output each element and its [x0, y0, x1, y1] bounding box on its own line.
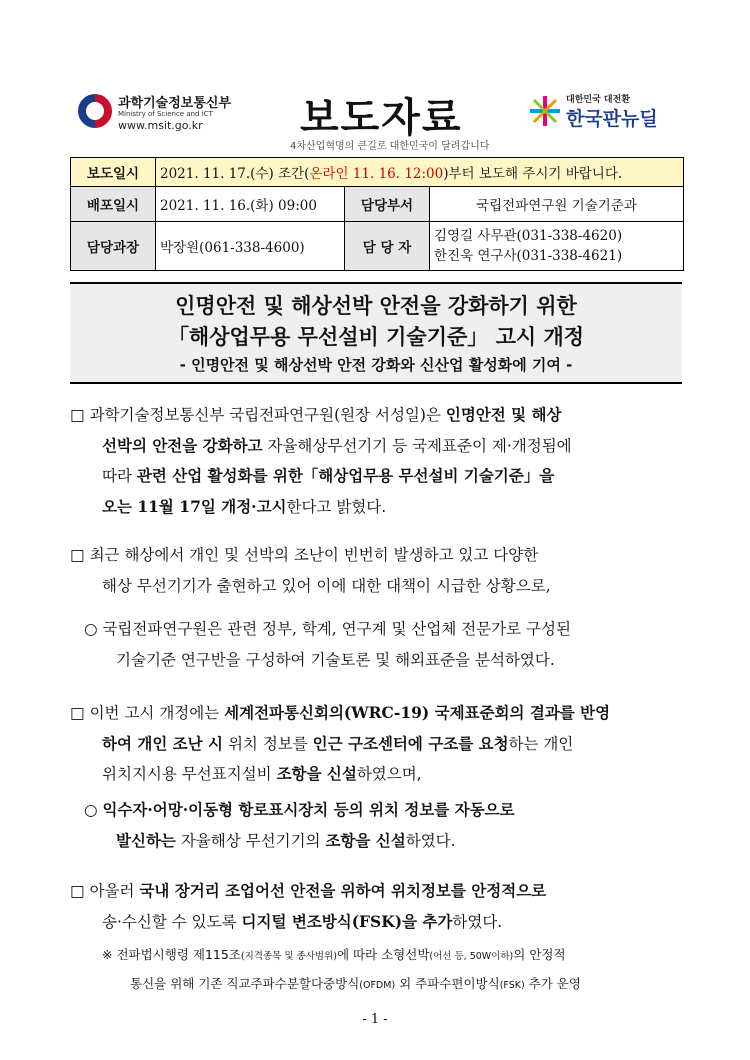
emphasis: 인근 구조센터에 구조를 요청 [312, 733, 509, 753]
emphasis: 하여 개인 조난 시 [102, 733, 224, 753]
text: 위치 정보를 [223, 734, 313, 753]
taegeuk-emblem-icon [78, 94, 112, 128]
report-time-label: 보도일시 [71, 158, 156, 187]
slogan: 4차산업혁명의 큰길로 대한민국이 달려갑니다 [290, 141, 490, 152]
emphasis: 국내 장거리 조업어선 안전을 위하여 위치정보를 안정적으로 [139, 881, 547, 900]
text: 한다고 밝혔다. [286, 497, 387, 516]
text-line [70, 492, 682, 523]
new-deal-name: 한국판뉴딜 [566, 108, 658, 130]
text-line [70, 431, 682, 462]
text: 외 주파수편이방식 [395, 976, 500, 991]
subheadline: - 인명안전 및 해상선박 안전 강화와 신산업 활성화에 기여 - [179, 356, 573, 374]
small-text: (지격종목 및 종사범위) [240, 951, 337, 962]
text-line [70, 698, 682, 729]
small-text: (OFDM) [359, 980, 396, 991]
distribution-time-label: 배포일시 [71, 187, 156, 222]
emphasis: 선박의 안전을 강화하고 [102, 435, 263, 455]
ministry-name-en: Ministry of Science and ICT [118, 110, 213, 118]
staff-value [430, 222, 684, 271]
table-row [71, 158, 684, 187]
small-text: (FSK) [499, 980, 525, 991]
text: 하는 개인 [508, 734, 574, 753]
paragraph-6 [70, 876, 682, 937]
text: 추가 운영 [524, 976, 581, 991]
text: 하였다. [452, 912, 503, 931]
emphasis: 디지털 변조방식(FSK)을 추가 [241, 911, 453, 931]
small-text: (어선 등, 50W이하) [429, 951, 514, 962]
paragraph-3 [84, 614, 696, 675]
page-number: - 1 - [362, 1012, 388, 1027]
text: 에 따라 소형선박 [336, 947, 430, 962]
headline-line-2: 「해상업무용 무선설비 기술기준」 고시 개정 [167, 325, 585, 349]
text: ○ [84, 801, 103, 819]
emphasis: 세계전파통신회의(WRC-19) 국제표준회의 결과를 반영 [224, 703, 611, 722]
emphasis: 조항을 신설 [276, 764, 357, 783]
text-line [102, 940, 714, 969]
paragraph-5 [84, 795, 696, 856]
text-line [70, 876, 682, 907]
text: 하였으며, [356, 765, 422, 783]
text: 하였다. [405, 831, 456, 850]
text: □ 과학기술정보통신부 국립전파연구원(원장 서성일)은 [70, 406, 446, 424]
staff-contact-1: 김영길 사무관(031-338-4620) [434, 228, 623, 244]
emphasis: 익수자·어망·이동형 항로표시장치 등의 위치 정보를 자동으로 [102, 800, 515, 819]
online-release-time: 온라인 11. 16. 12:00 [309, 166, 444, 182]
text-line: ○ 국립전파연구원은 관련 정부, 학계, 연구계 및 산업체 전문가로 구성된 [84, 620, 571, 638]
paragraph-4 [70, 698, 682, 790]
text-line [70, 759, 682, 790]
ministry-name: 과학기술정보통신부 [118, 96, 232, 111]
paragraph-1 [70, 400, 682, 522]
chief-label: 담당과장 [71, 222, 156, 271]
emphasis: 오는 11월 17일 개정·고시 [102, 496, 287, 516]
text-line: □ 최근 해상에서 개인 및 선박의 조난이 빈번히 발생하고 있고 다양한 [70, 546, 539, 564]
text-line: 해상 무선기기가 출현하고 있어 이에 대한 대책이 시급한 상황으로, [102, 576, 551, 595]
headline-box [70, 282, 682, 384]
korean-new-deal-logo [528, 92, 678, 136]
text: 위치지시용 무선표지설비 [102, 765, 277, 783]
emphasis: 인명안전 및 해상 [445, 405, 562, 424]
text: 따라 [102, 467, 137, 485]
press-info-table [70, 157, 684, 271]
text: 송·수신할 수 있도록 [102, 912, 242, 931]
department-label: 담당부서 [345, 187, 430, 222]
page-title: 보도자료 [300, 95, 463, 141]
report-time-part: 2021. 11. 17.(수) 조간( [160, 166, 310, 182]
text-line [70, 729, 682, 760]
paragraph-2 [70, 540, 682, 601]
headline-line-1: 인명안전 및 해상선박 안전을 강화하기 위한 [175, 294, 577, 318]
text: ※ 전파법시행령 제115조 [102, 947, 241, 962]
text: 의 안정적 [513, 947, 566, 962]
text: 통신을 위해 기존 직교주파수분할다중방식 [130, 976, 360, 991]
table-row [71, 187, 684, 222]
chief-value: 박장원(061-338-4600) [156, 222, 345, 271]
table-row [71, 222, 684, 271]
new-deal-mark-icon [528, 94, 562, 128]
footnote [102, 940, 714, 998]
text-line: 기술기준 연구반을 구성하여 기술토론 및 해외표준을 분석하였다. [116, 650, 555, 669]
staff-contact-2: 한진욱 연구사(031-338-4621) [434, 248, 623, 264]
staff-label: 담 당 자 [345, 222, 430, 271]
emphasis: 관련 산업 활성화를 위한「해상업무용 무선설비 기술기준」을 [136, 466, 555, 485]
text: □ 아울러 [70, 882, 140, 900]
department-value: 국립전파연구원 기술기준과 [430, 187, 684, 222]
text-line [70, 400, 682, 431]
emphasis: 조항을 신설 [325, 830, 406, 850]
text: □ 이번 고시 개정에는 [70, 704, 225, 722]
emphasis: 발신하는 [116, 830, 176, 850]
report-time-value [156, 158, 684, 187]
text-line [70, 907, 682, 938]
text-line [84, 795, 696, 826]
ministry-logo [78, 92, 232, 136]
text-line [70, 461, 682, 492]
distribution-time-value: 2021. 11. 16.(화) 09:00 [156, 187, 345, 222]
text-line [102, 969, 714, 998]
text-line [84, 826, 696, 857]
report-time-part: )부터 보도해 주시기 바랍니다. [443, 166, 623, 182]
new-deal-tagline: 대한민국 대전환 [566, 95, 630, 105]
text: 자율해상 무선기기의 [175, 831, 326, 850]
text: 자율해상무선기기 등 국제표준이 제·개정됨에 [262, 436, 572, 455]
ministry-url[interactable]: www.msit.go.kr [118, 119, 203, 132]
